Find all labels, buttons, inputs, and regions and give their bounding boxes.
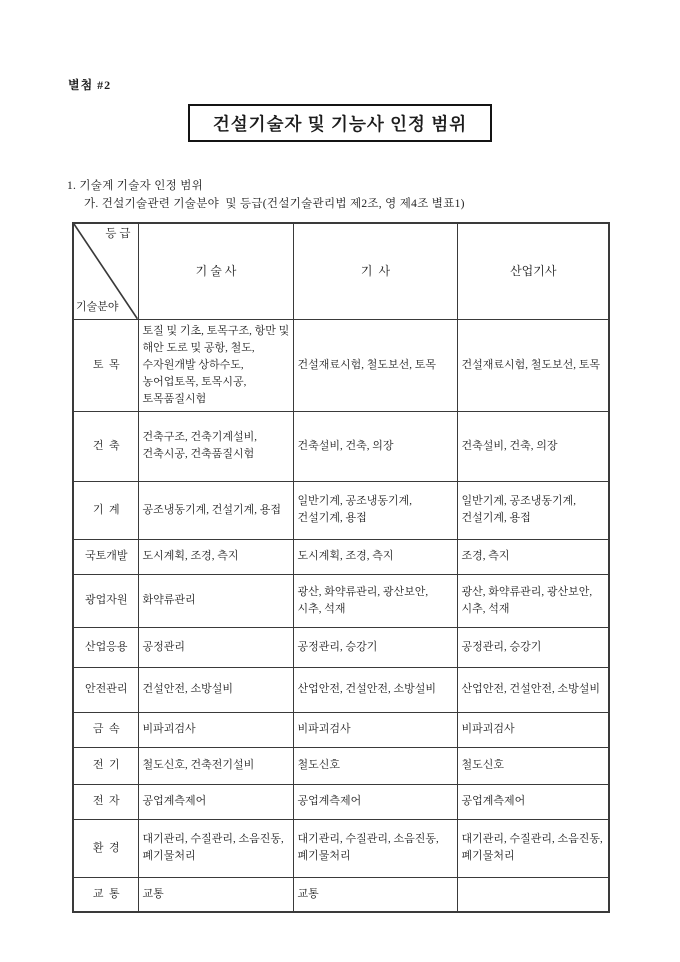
cell-gisa: 교통: [293, 877, 457, 912]
cell-gisa: 건설재료시험, 철도보선, 토목: [293, 319, 457, 411]
cell-gisa: 산업안전, 건설안전, 소방설비: [293, 667, 457, 712]
cell-gisa: 비파괴검사: [293, 712, 457, 747]
field-label: 건 축: [73, 411, 138, 481]
cell-saneopgisa: 건축설비, 건축, 의장: [457, 411, 609, 481]
field-label: 전 자: [73, 784, 138, 819]
field-label: 환 경: [73, 819, 138, 877]
page-title: 건설기술자 및 기능사 인정 범위: [212, 113, 468, 134]
cell-saneopgisa: 공정관리, 승강기: [457, 627, 609, 667]
cell-gisa: 공업계측제어: [293, 784, 457, 819]
table-row-safety: [73, 667, 609, 712]
cell-saneopgisa: 광산, 화약류관리, 광산보안, 시추, 석재: [457, 574, 609, 627]
table-row-machinery: [73, 481, 609, 539]
cell-gisa: 일반기계, 공조냉동기계, 건설기계, 용접: [293, 481, 457, 539]
field-label: 금 속: [73, 712, 138, 747]
cell-gisa: 철도신호: [293, 747, 457, 784]
field-label: 교 통: [73, 877, 138, 912]
cell-gisa: 광산, 화약류관리, 광산보안, 시추, 석재: [293, 574, 457, 627]
cell-gisa: 공정관리, 승강기: [293, 627, 457, 667]
column-header-gisulsa: 기 술 사: [138, 223, 293, 319]
attachment-label: 별첨 #2: [68, 78, 112, 92]
field-label: 전 기: [73, 747, 138, 784]
cell-saneopgisa: 철도신호: [457, 747, 609, 784]
cell-saneopgisa: 일반기계, 공조냉동기계, 건설기계, 용접: [457, 481, 609, 539]
table-row-transportation: [73, 877, 609, 912]
title-box: [188, 104, 492, 142]
cell-saneopgisa: 건설재료시험, 철도보선, 토목: [457, 319, 609, 411]
column-header-gisa: 기 사: [293, 223, 457, 319]
field-label: 기 계: [73, 481, 138, 539]
table-row-metal: [73, 712, 609, 747]
cell-gisulsa: 건축구조, 건축기계설비, 건축시공, 건축품질시험: [138, 411, 293, 481]
cell-gisa: 대기관리, 수질관리, 소음진동, 폐기물처리: [293, 819, 457, 877]
cell-gisulsa: 비파괴검사: [138, 712, 293, 747]
cell-saneopgisa: 공업계측제어: [457, 784, 609, 819]
field-label: 산업응용: [73, 627, 138, 667]
cell-gisulsa: 화약류관리: [138, 574, 293, 627]
cell-gisulsa: 공정관리: [138, 627, 293, 667]
cell-gisa: 건축설비, 건축, 의장: [293, 411, 457, 481]
cell-gisulsa: 대기관리, 수질관리, 소음진동, 폐기물처리: [138, 819, 293, 877]
table-row-electricity: [73, 747, 609, 784]
field-label: 광업자원: [73, 574, 138, 627]
column-header-saneopgisa: 산업기사: [457, 223, 609, 319]
table-row-mining: [73, 574, 609, 627]
table-header-row: [73, 223, 609, 319]
corner-label-field: 기술분야: [76, 300, 119, 313]
cell-saneopgisa: 비파괴검사: [457, 712, 609, 747]
cell-gisulsa: 철도신호, 건축전기설비: [138, 747, 293, 784]
cell-saneopgisa: 대기관리, 수질관리, 소음진동, 폐기물처리: [457, 819, 609, 877]
cell-saneopgisa: 산업안전, 건설안전, 소방설비: [457, 667, 609, 712]
section-heading: 1. 기술계 기술자 인정 범위: [67, 180, 204, 192]
section-subheading: 가. 건설기술관련 기술분야 및 등급(건설기술관리법 제2조, 영 제4조 별표1): [84, 198, 465, 210]
cell-gisulsa: 공조냉동기계, 건설기계, 용접: [138, 481, 293, 539]
cell-gisulsa: 공업계측제어: [138, 784, 293, 819]
cell-gisulsa: 토질 및 기초, 토목구조, 항만 및 해안 도로 및 공항, 철도, 수자원개발 상하수도, 농어업토목, 토목시공, 토목품질시험: [138, 319, 293, 411]
table-row-land-development: [73, 539, 609, 574]
table-row-industrial-application: [73, 627, 609, 667]
field-label: 국토개발: [73, 539, 138, 574]
table-row-environment: [73, 819, 609, 877]
cell-saneopgisa: 조경, 측지: [457, 539, 609, 574]
table-row-electronics: [73, 784, 609, 819]
corner-label-grade: 등 급: [105, 228, 131, 240]
table-corner-cell: [73, 223, 138, 319]
table-row-civil: [73, 319, 609, 411]
cell-gisulsa: 교통: [138, 877, 293, 912]
table-row-architecture: [73, 411, 609, 481]
field-label: 토 목: [73, 319, 138, 411]
cell-gisa: 도시계획, 조경, 측지: [293, 539, 457, 574]
cell-gisulsa: 도시계획, 조경, 측지: [138, 539, 293, 574]
field-label: 안전관리: [73, 667, 138, 712]
cell-gisulsa: 건설안전, 소방설비: [138, 667, 293, 712]
recognition-scope-table: [72, 222, 610, 913]
cell-saneopgisa: [457, 877, 609, 912]
